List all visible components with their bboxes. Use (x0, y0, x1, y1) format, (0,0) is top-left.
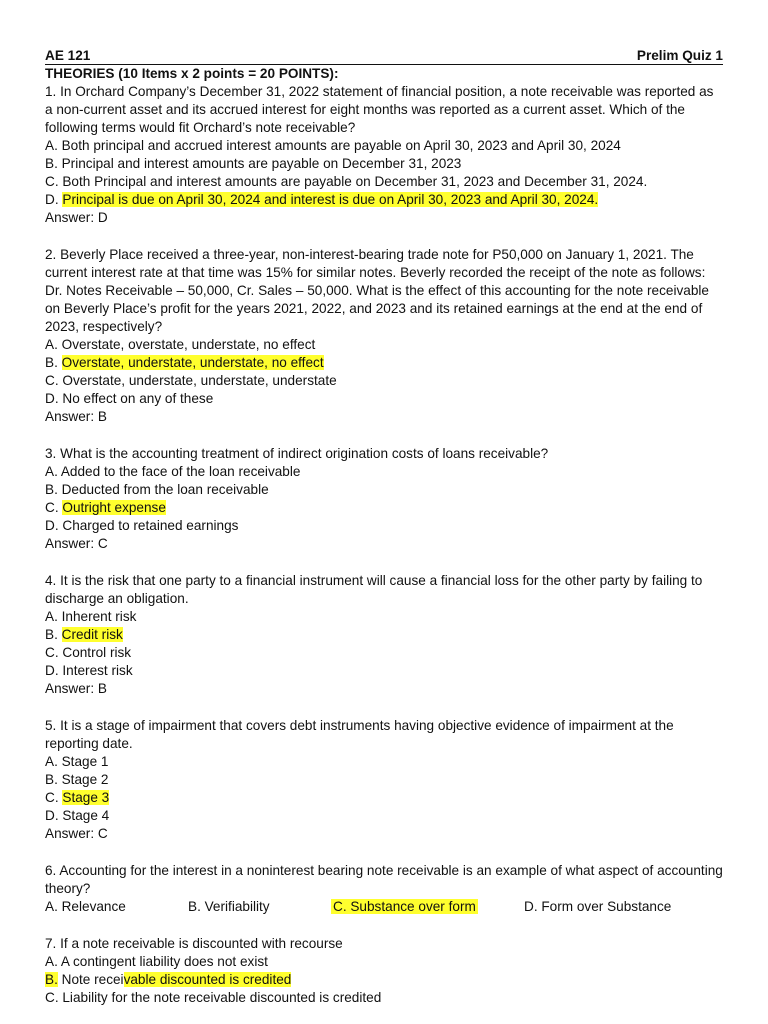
question-stem: 5. It is a stage of impairment that covers debt instruments having objective evidence of impairment at the reporting date. (45, 718, 674, 751)
option-letter: B. (45, 355, 58, 370)
highlighted-answer: vable discounted is credited (123, 972, 292, 987)
highlighted-answer: Credit risk (61, 627, 123, 642)
question-6 (45, 862, 723, 916)
option-letter: C. (45, 500, 59, 515)
option-a: A. Stage 1 (45, 754, 109, 769)
option-a: A. Inherent risk (45, 609, 137, 624)
question-stem: 3. What is the accounting treatment of indirect origination costs of loans receivable? (45, 446, 549, 461)
option-a: A. Overstate, overstate, understate, no effect (45, 337, 316, 352)
answer-line: Answer: D (45, 210, 108, 225)
question-stem: 2. Beverly Place received a three-year, non-interest-bearing trade note for P50,000 on January 1, 2021. The current interest rate at that time was 15% for similar notes. Beverly recorded the receipt of the note as follows: Dr. Notes Receivable – 50,000, Cr. Sales – 50,000. What is the effect of this accounting for the note receivable on Beverly Place’s profit for the years 2021, 2022, and 2023 and its retained earnings at the end at the end of 2023, respectively? (45, 247, 709, 334)
option-d: D. No effect on any of these (45, 391, 214, 406)
highlighted-answer: C. Substance over form (333, 899, 476, 914)
highlighted-answer: Overstate, understate, understate, no effect (61, 355, 324, 370)
highlighted-answer: Stage 3 (62, 790, 110, 805)
option-d: D. Interest risk (45, 663, 133, 678)
question-stem: 4. It is the risk that one party to a financial instrument will cause a financial loss for the other party by failing to discharge an obligation. (45, 573, 703, 606)
answer-line: Answer: B (45, 681, 107, 696)
option-d (45, 191, 723, 209)
option-text-plain: Note recei (57, 972, 124, 987)
option-b: B. Deducted from the loan receivable (45, 482, 269, 497)
quiz-page (45, 47, 723, 1007)
highlighted-answer: Principal is due on April 30, 2024 and interest is due on April 30, 2023 and April 30, 2024. (62, 192, 599, 207)
option-c: C. Both Principal and interest amounts are payable on December 31, 2023 and December 31, 2024. (45, 174, 648, 189)
highlighted-answer: Outright expense (62, 500, 166, 515)
page-header (45, 47, 723, 65)
course-code: AE 121 (45, 48, 91, 63)
question-7 (45, 935, 723, 1007)
option-c: C. Overstate, understate, understate, understate (45, 373, 337, 388)
option-d: D. Form over Substance (524, 899, 672, 914)
option-c (331, 898, 524, 916)
option-c (45, 499, 723, 517)
quiz-title: Prelim Quiz 1 (636, 48, 723, 63)
option-c (45, 789, 723, 807)
option-b: B. Stage 2 (45, 772, 109, 787)
question-stem: 1. In Orchard Company’s December 31, 2022 statement of financial position, a note receivable was reported as a non-current asset and its accrued interest for eight months was reported as a current asset. Which of the following terms would fit Orchard’s note receivable? (45, 84, 714, 135)
option-d: D. Charged to retained earnings (45, 518, 239, 533)
question-4 (45, 572, 723, 698)
answer-line: Answer: B (45, 409, 107, 424)
option-a: A. A contingent liability does not exist (45, 954, 268, 969)
highlighted-letter: B. (45, 972, 58, 987)
option-b: B. Principal and interest amounts are payable on December 31, 2023 (45, 156, 462, 171)
question-2 (45, 246, 723, 426)
option-b: B. Verifiability (188, 899, 270, 914)
option-a: A. Both principal and accrued interest amounts are payable on April 30, 2023 and April 30, 2024 (45, 138, 621, 153)
question-3 (45, 445, 723, 553)
option-a: A. Relevance (45, 899, 126, 914)
section-title: THEORIES (10 Items x 2 points = 20 POINTS): (45, 66, 339, 81)
option-b (45, 354, 723, 372)
question-stem: 6. Accounting for the interest in a noninterest bearing note receivable is an example of what aspect of accounting theory? (45, 863, 723, 896)
answer-line: Answer: C (45, 536, 108, 551)
question-1 (45, 83, 723, 227)
option-c: C. Liability for the note receivable discounted is credited (45, 990, 382, 1005)
option-c: C. Control risk (45, 645, 132, 660)
option-letter: D. (45, 192, 59, 207)
option-b (45, 626, 723, 644)
inline-options (45, 898, 723, 916)
option-d: D. Stage 4 (45, 808, 110, 823)
question-stem: 7. If a note receivable is discounted with recourse (45, 936, 343, 951)
option-letter: B. (45, 627, 58, 642)
answer-line: Answer: C (45, 826, 108, 841)
option-letter: C. (45, 790, 59, 805)
question-5 (45, 717, 723, 843)
option-b (45, 971, 723, 989)
option-a: A. Added to the face of the loan receivable (45, 464, 301, 479)
